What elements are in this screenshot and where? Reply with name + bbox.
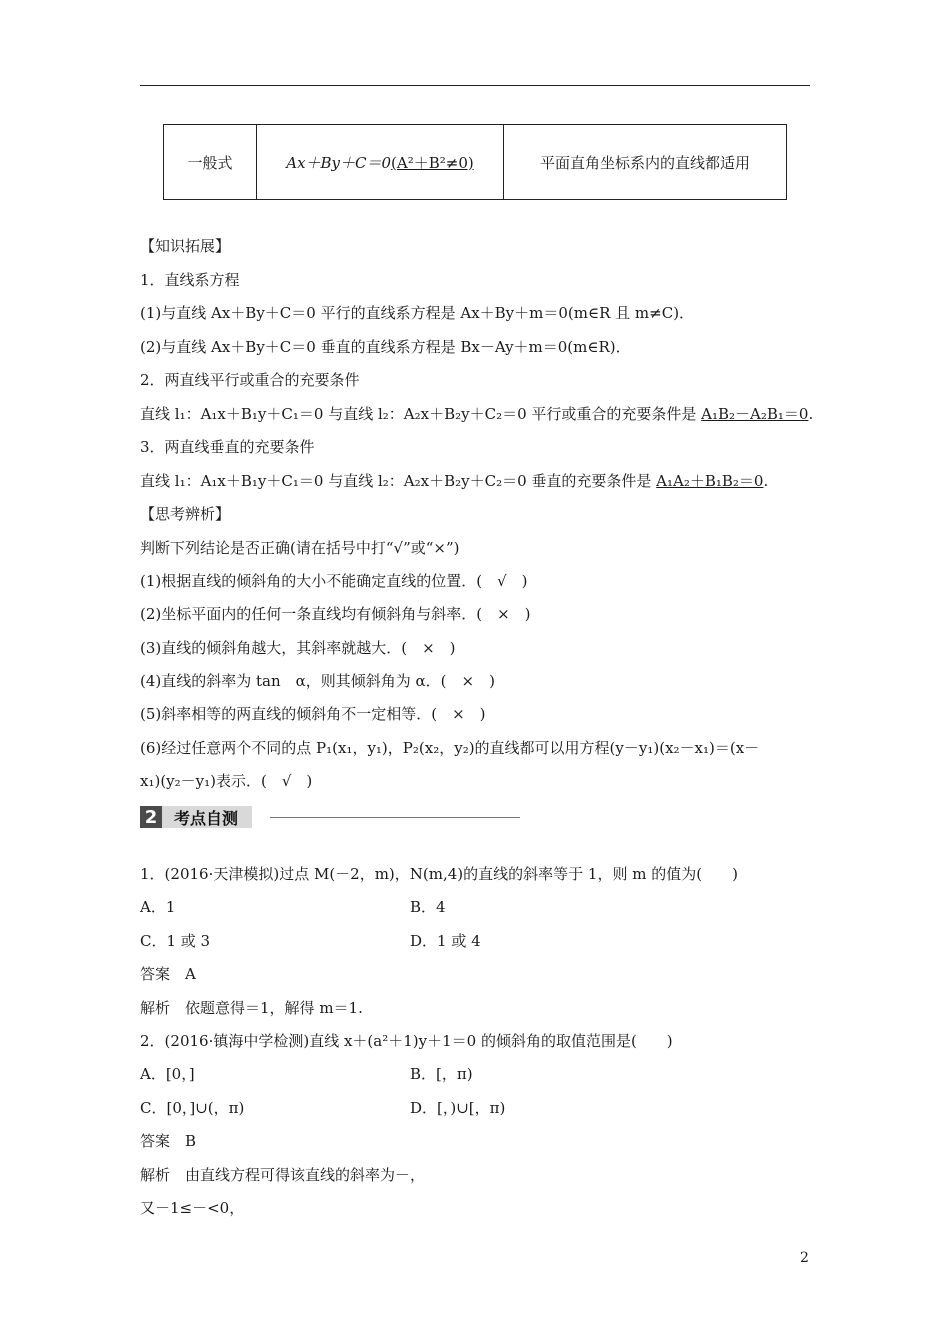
heading-thinking: 【思考辨析】 xyxy=(140,505,231,523)
text-parallel-system: (1)与直线 Ax＋By＋C＝0 平行的直线系方程是 Ax＋By＋m＝0(m∈R 且 m≠C)． xyxy=(140,304,695,322)
q1-stem: 1．(2016·天津模拟)过点 M(－2，m)，N(m,4)的直线的斜率等于 1，则 m 的值为( ) xyxy=(140,865,738,883)
q2-answer: 答案 B xyxy=(140,1132,197,1150)
heading-knowledge-extension: 【知识拓展】 xyxy=(140,237,231,255)
judgement-2: (2)坐标平面内的任何一条直线均有倾斜角与斜率．( × ) xyxy=(140,605,531,623)
q1-analysis: 解析 依题意得＝1，解得 m＝1. xyxy=(140,999,363,1017)
q1-answer: 答案 A xyxy=(140,965,196,983)
section-rule xyxy=(270,817,520,818)
q1-option-a: A．1 xyxy=(140,898,176,916)
judgement-4: (4)直线的斜率为 tan α，则其倾斜角为 α．( × ) xyxy=(140,672,495,690)
judgement-1: (1)根据直线的倾斜角的大小不能确定直线的位置．( √ ) xyxy=(140,572,528,590)
judgement-3: (3)直线的倾斜角越大，其斜率就越大．( × ) xyxy=(140,639,456,657)
q1-option-b: B．4 xyxy=(410,898,446,916)
page-number: 2 xyxy=(800,1250,809,1266)
q1-option-d: D．1 或 4 xyxy=(410,932,481,950)
judgement-6: (6)经过任意两个不同的点 P₁(x₁，y₁)，P₂(x₂，y₂)的直线都可以用方程(y－y₁)(x₂－x₁)＝(x－ xyxy=(140,739,760,757)
section-header xyxy=(140,806,252,828)
q2-option-b: B．[，π) xyxy=(410,1065,473,1083)
text-instructions: 判断下列结论是否正确(请在括号中打“√”或“×”) xyxy=(140,539,460,557)
subheading-line-system: 1．直线系方程 xyxy=(140,271,240,289)
form-scope: 平面直角坐标系内的直线都适用 xyxy=(504,125,787,200)
judgement-6-cont: x₁)(y₂－y₁)表示．( √ ) xyxy=(140,772,313,790)
q2-option-a: A．[0，] xyxy=(140,1065,195,1083)
q2-analysis-cont: 又－1≤－<0， xyxy=(140,1199,245,1217)
q2-stem: 2．(2016·镇海中学检测)直线 x＋(a²＋1)y＋1＝0 的倾斜角的取值范围是( ) xyxy=(140,1032,673,1050)
subheading-parallel-condition: 2．两直线平行或重合的充要条件 xyxy=(140,371,360,389)
formula-table xyxy=(163,124,787,200)
form-formula: Ax＋By＋C＝0(A²＋B²≠0) xyxy=(257,125,504,200)
q2-option-c: C．[0，]∪(，π) xyxy=(140,1099,245,1117)
text-parallel-condition: 直线 l₁：A₁x＋B₁y＋C₁＝0 与直线 l₂：A₂x＋B₂y＋C₂＝0 平行或重合的充要条件是 A₁B₂－A₂B₁＝0. xyxy=(140,405,814,423)
q2-analysis: 解析 由直线方程可得该直线的斜率为－， xyxy=(140,1166,426,1184)
header-rule xyxy=(140,85,810,86)
text-perp-system: (2)与直线 Ax＋By＋C＝0 垂直的直线系方程是 Bx－Ay＋m＝0(m∈R)． xyxy=(140,338,631,356)
form-label: 一般式 xyxy=(164,125,257,200)
q2-option-d: D．[，)∪[，π) xyxy=(410,1099,506,1117)
judgement-5: (5)斜率相等的两直线的倾斜角不一定相等．( × ) xyxy=(140,705,486,723)
section-number: 2 xyxy=(140,806,162,828)
text-perp-condition: 直线 l₁：A₁x＋B₁y＋C₁＝0 与直线 l₂：A₂x＋B₂y＋C₂＝0 垂直的充要条件是 A₁A₂＋B₁B₂＝0. xyxy=(140,472,769,490)
subheading-perp-condition: 3．两直线垂直的充要条件 xyxy=(140,438,315,456)
q1-option-c: C．1 或 3 xyxy=(140,932,211,950)
section-title: 考点自测 xyxy=(162,806,252,828)
